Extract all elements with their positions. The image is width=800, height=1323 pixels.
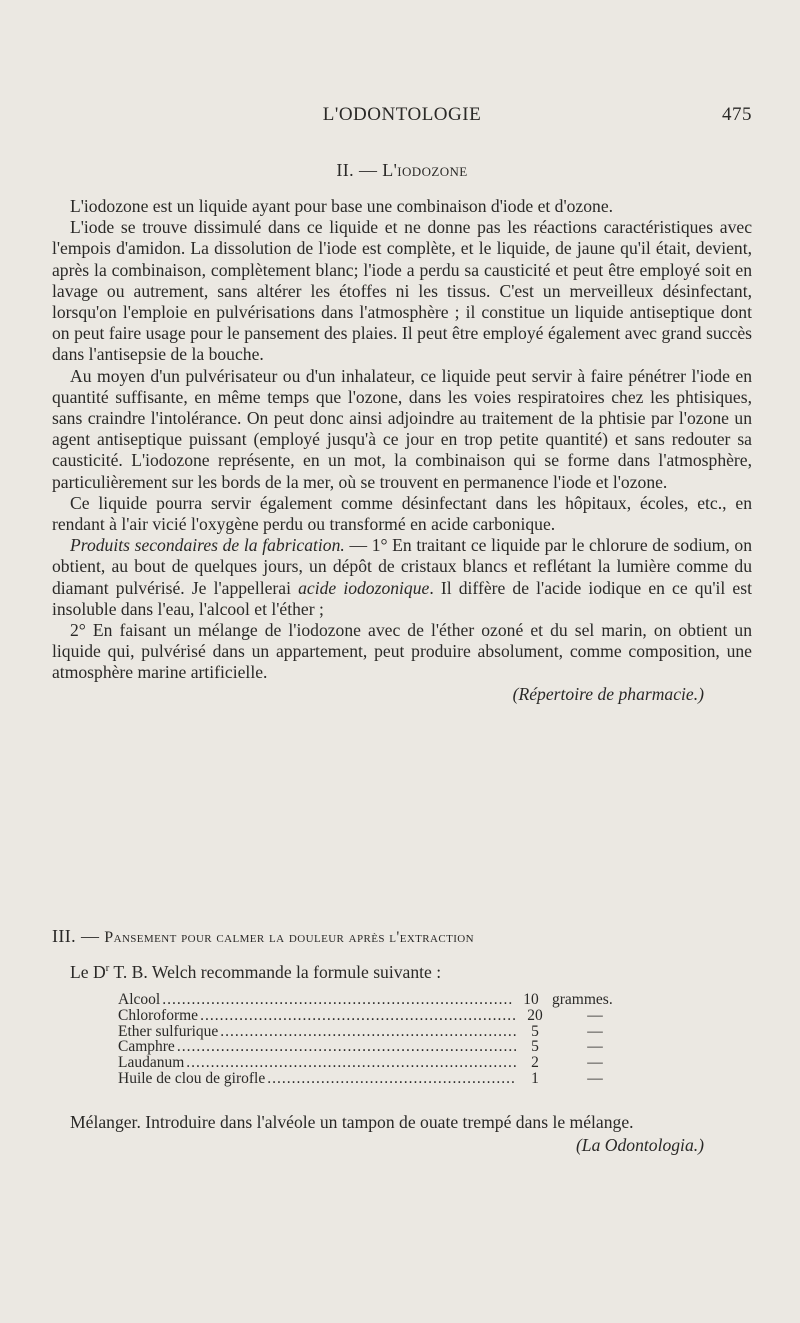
ingredient-name: Laudanum bbox=[118, 1054, 185, 1072]
formula-row bbox=[118, 1024, 638, 1040]
byproducts-text-a: — 1° En traitant ce liquide par le chlorure de sodium, on obtient, au bout de quelques jours, un dépôt de cristaux blancs et reflétant la lumière comme du diamant pulvérisé. Je l'appellerai bbox=[52, 535, 752, 598]
leader-dots bbox=[267, 1071, 516, 1087]
paragraph: L'iode se trouve dissimulé dans ce liquide et ne donne pas les réactions caractéristiques avec l'empois d'amidon. La dissolution de l'iode est complète, et le liquide, de jaune qu'il était, devient, après la combinaison, complètement blanc; l'iode a perdu sa causticité et peut être employé soit en lavage ou autrement, sans altérer les étoffes ni les tissus. C'est un merveilleux désinfectant, lorsqu'on l'emploie en pulvérisations dans l'atmosphère ; il constitue un liquide antiseptique dont on peut faire usage pour le pansement des plaies. Il peut être employé également avec grand succès dans l'antisepsie de la bouche. bbox=[52, 217, 752, 365]
running-head bbox=[52, 104, 752, 130]
section-numeral: II. — bbox=[336, 160, 383, 180]
byproducts-paragraph bbox=[52, 535, 752, 620]
paragraph bbox=[52, 958, 752, 983]
section-heading-pansement bbox=[52, 926, 752, 947]
leader-dots bbox=[220, 1024, 516, 1040]
ingredient-quantity: 10 bbox=[523, 991, 539, 1008]
section-numeral: III. — bbox=[52, 926, 105, 946]
formula-row bbox=[118, 992, 638, 1008]
paragraph: L'iodozone est un liquide ayant pour base une combinaison d'iode et d'ozone. bbox=[70, 196, 614, 216]
intro-text-b: T. B. Welch recommande la formule suivante : bbox=[109, 961, 442, 982]
leader-dots bbox=[162, 992, 512, 1008]
leader-dots bbox=[200, 1008, 516, 1024]
paragraph: 2° En faisant un mélange de l'iodozone avec de l'éther ozoné et du sel marin, on obtient un liquide qui, pulvérisé dans un appartement, peut produire absolument, comme composition, une atmosphère marine artificielle. bbox=[52, 620, 752, 683]
source-citation: (Répertoire de pharmacie.) bbox=[512, 683, 704, 704]
ingredient-unit: — bbox=[587, 1038, 603, 1056]
ingredient-quantity: 5 bbox=[531, 1038, 539, 1056]
leader-dots bbox=[177, 1039, 516, 1055]
iodozone-body bbox=[52, 196, 752, 705]
byproducts-heading: Produits secondaires de la fabrication. bbox=[70, 535, 345, 556]
formula-table bbox=[118, 992, 638, 1087]
formula-row bbox=[118, 1039, 638, 1055]
ingredient-unit: — bbox=[587, 1069, 603, 1087]
section-title: L'iodozone bbox=[382, 160, 468, 180]
formula-row bbox=[118, 1055, 638, 1071]
closing-block bbox=[52, 1112, 752, 1156]
running-title: L'ODONTOLOGIE bbox=[322, 104, 482, 125]
intro-superscript: r bbox=[105, 962, 110, 974]
byproducts-text-b: . Il diffère de l'acide iodique en ce qu'il est insoluble dans l'eau, l'alcool et l'éther ; bbox=[52, 577, 752, 619]
ingredient-unit: — bbox=[587, 1006, 603, 1024]
ingredient-name: Camphre bbox=[118, 1038, 175, 1056]
formula-row bbox=[118, 1071, 638, 1087]
source-citation: (La Odontologia.) bbox=[575, 1135, 704, 1156]
pansement-intro bbox=[52, 958, 752, 983]
instructions-paragraph: Mélanger. Introduire dans l'alvéole un tampon de ouate trempé dans le mélange. bbox=[70, 1112, 634, 1132]
ingredient-name: Alcool bbox=[118, 991, 161, 1008]
ingredient-quantity: 2 bbox=[531, 1054, 539, 1072]
formula-row bbox=[118, 1008, 638, 1024]
ingredient-name: Huile de clou de girofle bbox=[118, 1069, 266, 1087]
page-number: 475 bbox=[722, 104, 752, 125]
ingredient-name: Ether sulfurique bbox=[118, 1022, 219, 1040]
ingredient-unit: — bbox=[587, 1022, 603, 1040]
paragraph: Au moyen d'un pulvérisateur ou d'un inhalateur, ce liquide peut servir à faire pénétrer l'iode en quantité suffisante, en même temps que l'ozone, dans les voies respiratoires chez les phtisiques, sans craindre l'intolérance. On peut donc ainsi adjoindre au traitement de la phtisie par l'ozone un agent antiseptique puissant (employé jusqu'à ce jour en trop petite quantité) et sans redouter sa causticité. L'iodozone représente, en un mot, la combinaison qui se forme dans l'atmosphère, particulièrement sur les bords de la mer, où se trouvent en permanence l'iode et l'ozone. bbox=[52, 365, 752, 492]
intro-text-a: Le D bbox=[70, 961, 106, 982]
section-title: Pansement pour calmer la douleur après l'extraction bbox=[104, 929, 474, 946]
ingredient-unit: — bbox=[587, 1054, 603, 1072]
ingredient-name: Chloroforme bbox=[118, 1006, 199, 1024]
paragraph: Ce liquide pourra servir également comme désinfectant dans les hôpitaux, écoles, etc., en rendant à l'air vicié l'oxygène perdu ou transformé en acide carbonique. bbox=[52, 492, 752, 535]
leader-dots bbox=[186, 1055, 516, 1071]
ingredient-quantity: 20 bbox=[527, 1006, 543, 1024]
ingredient-quantity: 5 bbox=[531, 1022, 539, 1040]
ingredient-quantity: 1 bbox=[531, 1069, 539, 1087]
acid-name: acide iodozonique bbox=[298, 577, 430, 598]
section-heading-iodozone bbox=[52, 160, 752, 181]
ingredient-unit: grammes. bbox=[552, 991, 613, 1008]
